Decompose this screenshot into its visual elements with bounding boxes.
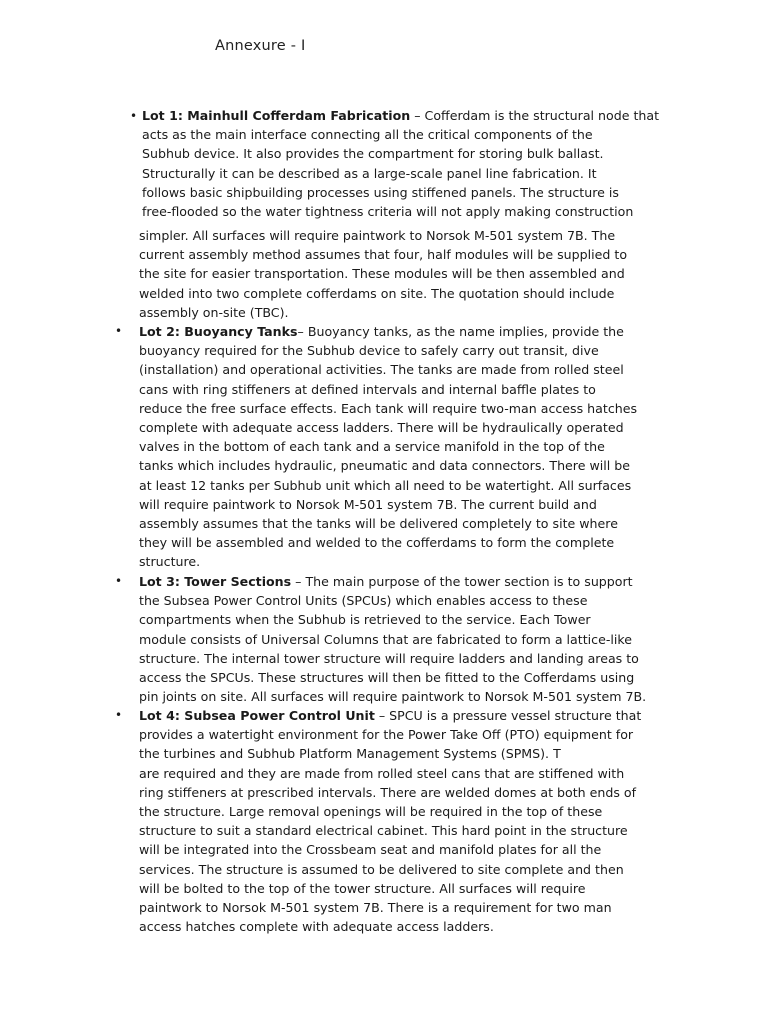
lot2-line: will require paintwork to Norsok M-501 system 7B. The current build and bbox=[139, 496, 597, 512]
lot1-title: Lot 1: Mainhull Cofferdam Fabrication bbox=[142, 108, 411, 123]
lot4-line: are required and they are made from rolled steel cans that are stiffened with bbox=[139, 765, 625, 781]
lot3-first-line-text: – The main purpose of the tower section is to support bbox=[291, 574, 633, 589]
lot3-item bbox=[115, 572, 699, 706]
lot1-cont-line: welded into two complete cofferdams on site. The quotation should include bbox=[139, 285, 615, 301]
lot4-line: provides a watertight environment for the Power Take Off (PTO) equipment for bbox=[139, 727, 634, 743]
lot4-item bbox=[115, 706, 699, 936]
lot3-line: the Subsea Power Control Units (SPCUs) which enables access to these bbox=[139, 593, 588, 609]
lot3-line: pin joints on site. All surfaces will require paintwork to Norsok M-501 system 7B. bbox=[139, 689, 647, 705]
lot1-first-line-text: – Cofferdam is the structural node that bbox=[410, 108, 660, 123]
bullet-icon: • bbox=[115, 708, 123, 722]
lot4-line: services. The structure is assumed to be delivered to site complete and then bbox=[139, 861, 624, 877]
page-header: Annexure - I bbox=[215, 38, 306, 54]
bullet-icon: • bbox=[115, 324, 123, 338]
lot1-cont-line: current assembly method assumes that four, half modules will be supplied to bbox=[139, 247, 628, 263]
lot1-cont-line: simpler. All surfaces will require paintwork to Norsok M-501 system 7B. The bbox=[139, 228, 616, 243]
lot2-item bbox=[115, 322, 699, 571]
lot2-title: Lot 2: Buoyancy Tanks bbox=[139, 324, 298, 339]
lot4-line: access hatches complete with adequate access ladders. bbox=[139, 919, 494, 935]
lot2-line: structure. bbox=[139, 554, 201, 570]
lot2-line: reduce the free surface effects. Each tank will require two-man access hatches bbox=[139, 400, 638, 416]
lot1-line: free-flooded so the water tightness criteria will not apply making construction bbox=[142, 203, 634, 219]
lot1-line: acts as the main interface connecting all the critical components of the bbox=[142, 127, 593, 143]
lot2-first-line-text: – Buoyancy tanks, as the name implies, provide the bbox=[297, 324, 624, 339]
lot4-line: structure to suit a standard electrical cabinet. This hard point in the structure bbox=[139, 823, 628, 839]
lot3-line: access the SPCUs. These structures will then be fitted to the Cofferdams using bbox=[139, 669, 635, 685]
lot1-continuation bbox=[139, 226, 699, 322]
lot4-first-line-text: – SPCU is a pressure vessel structure that bbox=[374, 708, 642, 723]
lot2-line: (installation) and operational activities. The tanks are made from rolled steel bbox=[139, 362, 624, 378]
lot4-line: paintwork to Norsok M-501 system 7B. There is a requirement for two man bbox=[139, 899, 612, 915]
lot4-line: the turbines and Subhub Platform Management Systems (SPMS). T bbox=[139, 746, 561, 762]
lot1-line: Structurally it can be described as a large-scale panel line fabrication. It bbox=[142, 165, 597, 181]
lot4-line: the structure. Large removal openings will be required in the top of these bbox=[139, 803, 603, 819]
lot4-first-line bbox=[139, 706, 699, 725]
lot1-cont-line: the site for easier transportation. These modules will be then assembled and bbox=[139, 266, 625, 282]
lot3-first-line bbox=[139, 572, 699, 591]
bullet-icon: • bbox=[130, 109, 138, 123]
lot3-line: structure. The internal tower structure will require ladders and landing areas to bbox=[139, 650, 639, 666]
lot2-line: cans with ring stiffeners at defined intervals and internal baffle plates to bbox=[139, 381, 596, 397]
lot3-line: module consists of Universal Columns that are fabricated to form a lattice-like bbox=[139, 631, 632, 647]
lot2-line: assembly assumes that the tanks will be delivered completely to site where bbox=[139, 515, 618, 531]
bullet-icon: • bbox=[115, 574, 123, 588]
lot2-line: they will be assembled and welded to the cofferdams to form the complete bbox=[139, 535, 615, 551]
lot2-first-line bbox=[139, 322, 699, 341]
lot4-line: will be bolted to the top of the tower structure. All surfaces will require bbox=[139, 880, 586, 896]
lot1-cont-line: assembly on-site (TBC). bbox=[139, 304, 289, 320]
lot2-line: at least 12 tanks per Subhub unit which all need to be watertight. All surfaces bbox=[139, 477, 632, 493]
lot4-title: Lot 4: Subsea Power Control Unit bbox=[139, 708, 375, 723]
lot1-line: Subhub device. It also provides the compartment for storing bulk ballast. bbox=[142, 146, 604, 162]
lot1-first-line bbox=[130, 106, 690, 125]
lot4-line: will be integrated into the Crossbeam seat and manifold plates for all the bbox=[139, 842, 602, 858]
lot4-line: ring stiffeners at prescribed intervals. There are welded domes at both ends of bbox=[139, 784, 637, 800]
lot3-line: compartments when the Subhub is retrieved to the service. Each Tower bbox=[139, 612, 591, 628]
lot1-line: follows basic shipbuilding processes using stiffened panels. The structure is bbox=[142, 184, 619, 200]
lot3-title: Lot 3: Tower Sections bbox=[139, 574, 292, 589]
lot2-line: buoyancy required for the Subhub device to safely carry out transit, dive bbox=[139, 343, 599, 359]
lot2-line: tanks which includes hydraulic, pneumatic and data connectors. There will be bbox=[139, 458, 631, 474]
lot2-line: complete with adequate access ladders. There will be hydraulically operated bbox=[139, 419, 624, 435]
lot2-line: valves in the bottom of each tank and a service manifold in the top of the bbox=[139, 439, 605, 455]
lot1-item bbox=[130, 106, 690, 221]
